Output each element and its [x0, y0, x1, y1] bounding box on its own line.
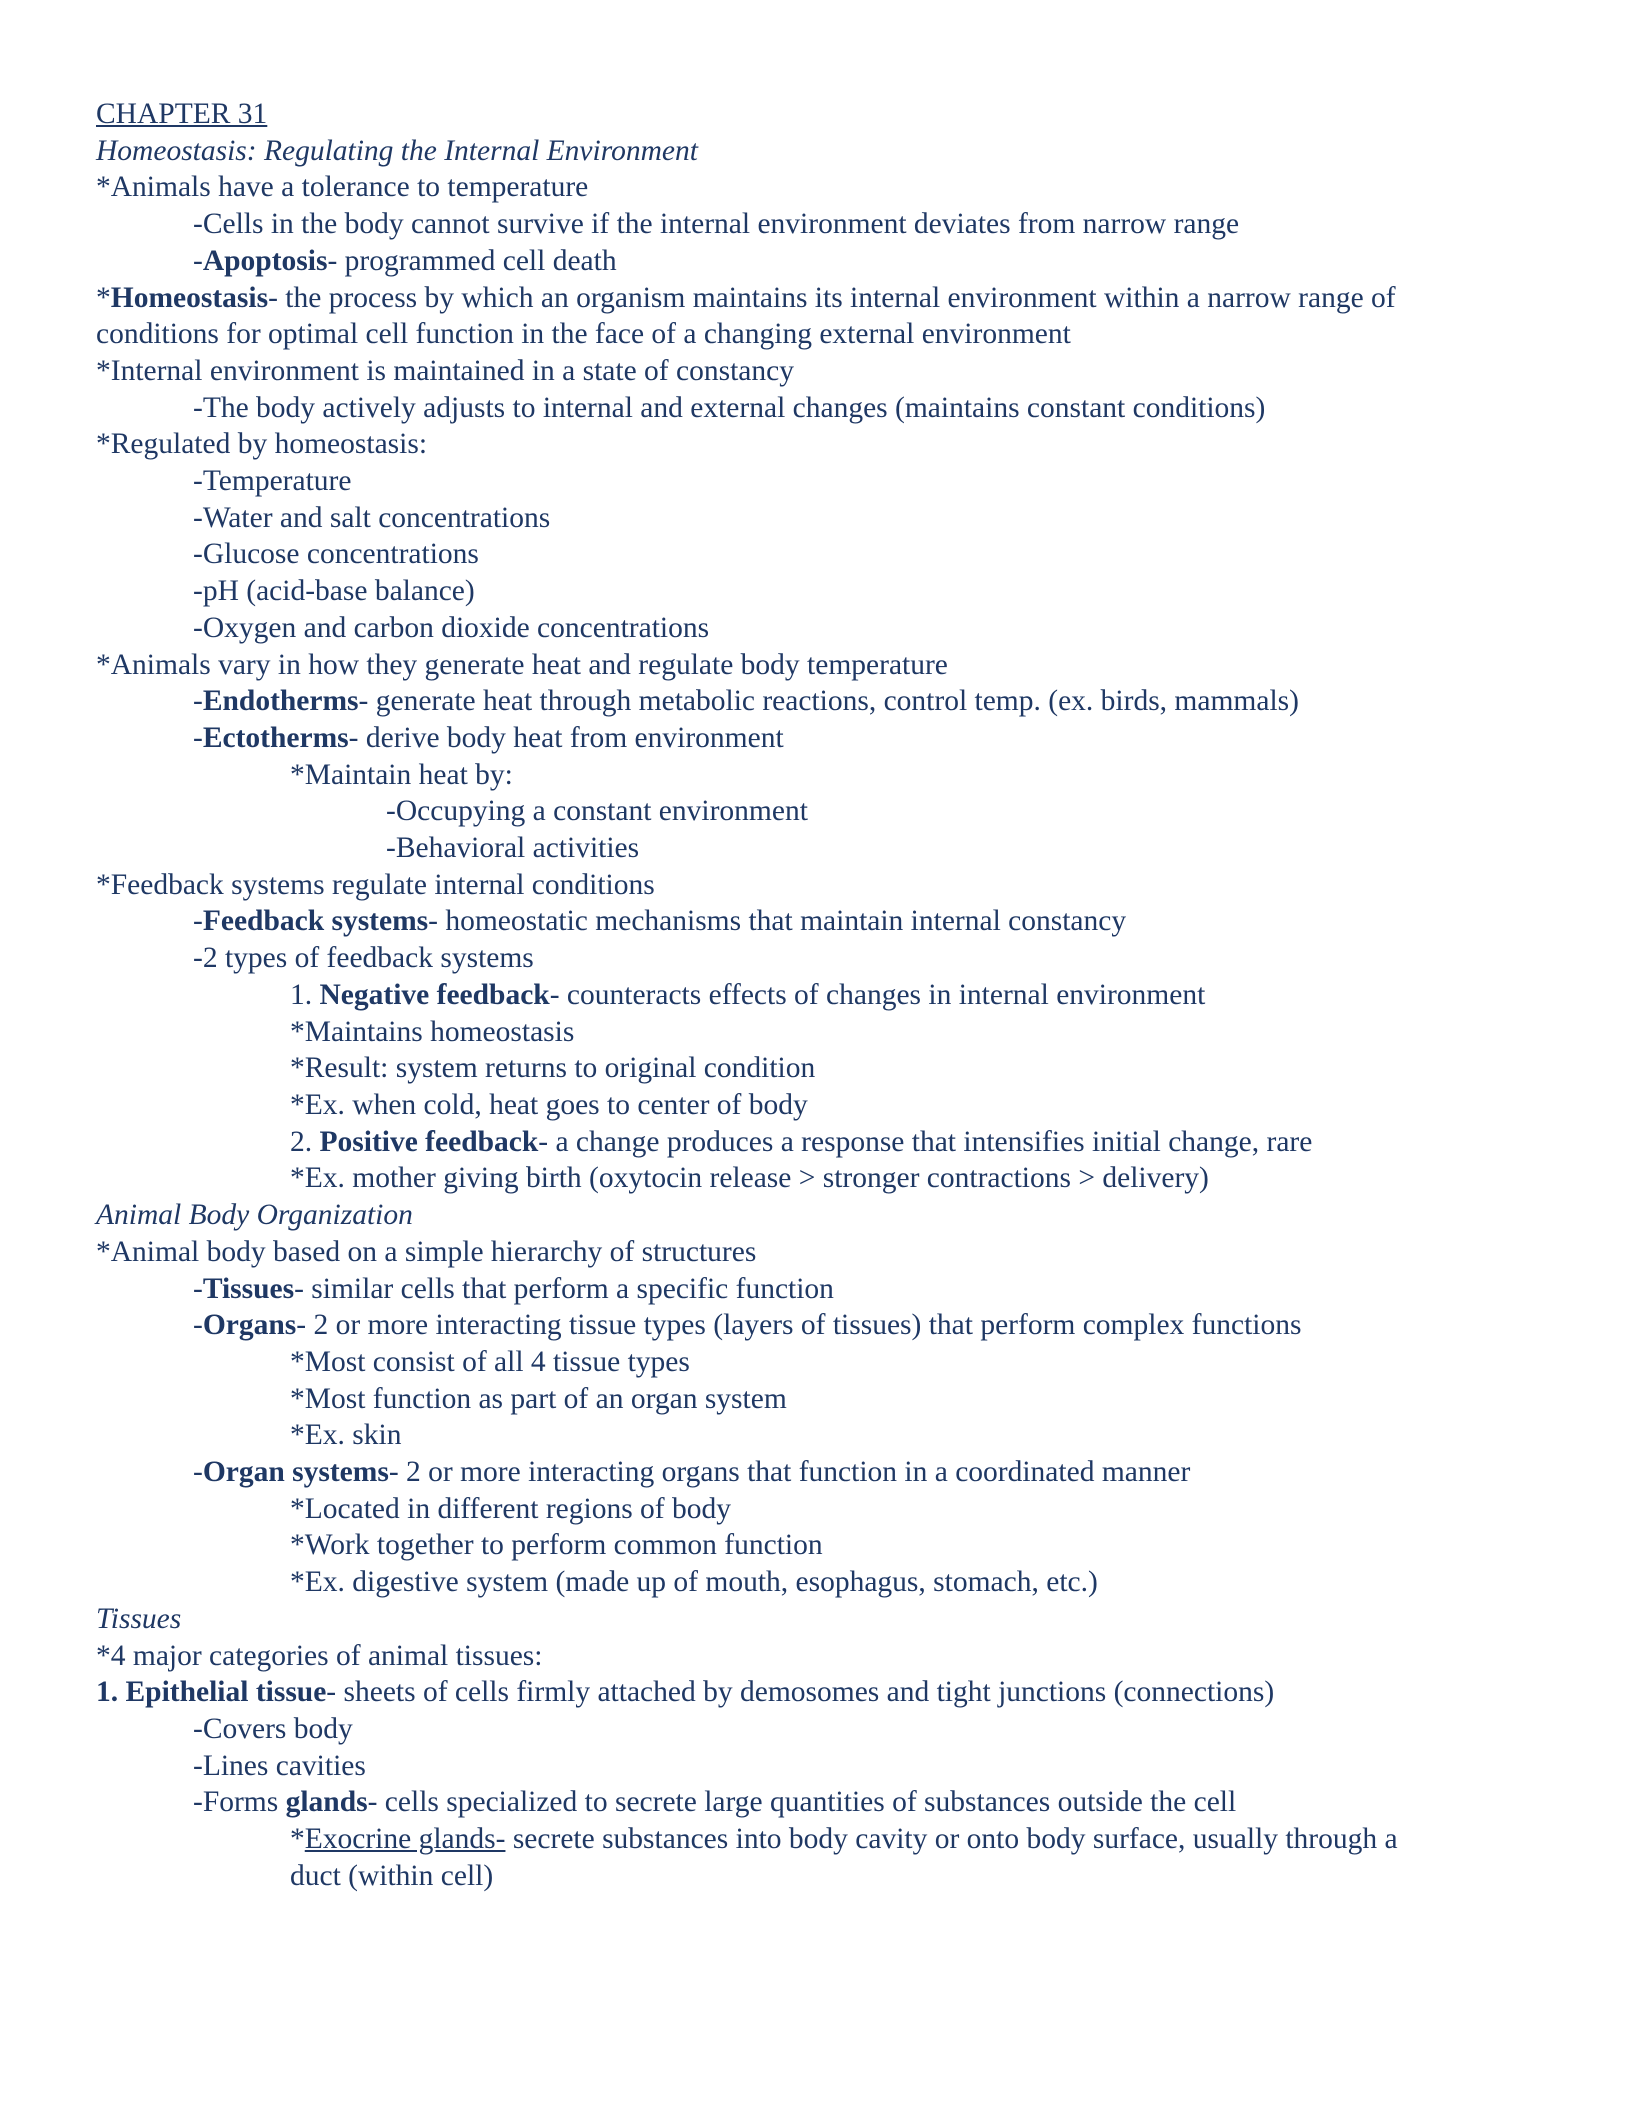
note-line: *Ex. digestive system (made up of mouth, esophagus, stomach, etc.) [290, 1566, 1098, 1599]
term-glands: glands [285, 1786, 368, 1819]
note-line: -Behavioral activities [386, 832, 640, 865]
note-line: *Work together to perform common function [290, 1529, 823, 1562]
term-epithelial-tissue: 1. Epithelial tissue [96, 1676, 327, 1709]
note-line: -Cells in the body cannot survive if the internal environment deviates from narrow range [193, 208, 1240, 241]
note-line: -Covers body [193, 1712, 353, 1745]
note-line: -The body actively adjusts to internal and external changes (maintains constant conditions) [193, 391, 1266, 424]
term-homeostasis: Homeostasis [110, 281, 269, 314]
note-line: *Feedback systems regulate internal conditions [96, 868, 655, 901]
section-heading-tissues: Tissues [96, 1602, 182, 1635]
note-line: *Ex. skin [290, 1419, 402, 1452]
note-line: *Maintains homeostasis [290, 1015, 575, 1048]
note-line: *Ex. mother giving birth (oxytocin release > stronger contractions > delivery) [290, 1162, 1209, 1195]
term-exocrine-glands: Exocrine glands- [304, 1823, 506, 1856]
note-line: -Forms glands- cells specialized to secrete large quantities of substances outside the cell [193, 1786, 1237, 1819]
term-negative-feedback: Negative feedback [319, 978, 550, 1011]
note-line: -Temperature [193, 465, 352, 498]
note-line: -Lines cavities [193, 1749, 366, 1782]
term-organ-systems: Organ systems [202, 1456, 389, 1489]
notes-body [96, 96, 1556, 1894]
note-line: -pH (acid-base balance) [193, 575, 475, 608]
note-line: *Internal environment is maintained in a state of constancy [96, 354, 794, 387]
term-apoptosis: Apoptosis [202, 244, 328, 277]
section-heading-organization: Animal Body Organization [96, 1199, 413, 1232]
note-line: *Homeostasis- the process by which an organism maintains its internal environment within a narrow range of conditions for optimal cell function in the face of a changing external environment [96, 281, 1396, 351]
note-line: -Organs- 2 or more interacting tissue types (layers of tissues) that perform complex functions [193, 1309, 1302, 1342]
note-line: *Most consist of all 4 tissue types [290, 1345, 690, 1378]
note-line: *Located in different regions of body [290, 1492, 732, 1525]
note-line: *4 major categories of animal tissues: [96, 1639, 543, 1672]
note-line: 1. Epithelial tissue- sheets of cells firmly attached by demosomes and tight junctions (connections) [96, 1676, 1275, 1709]
note-line: -Endotherms- generate heat through metabolic reactions, control temp. (ex. birds, mammals) [193, 685, 1299, 718]
term-positive-feedback: Positive feedback [319, 1125, 539, 1158]
term-ectotherms: Ectotherms [202, 721, 349, 754]
note-line: -Occupying a constant environment [386, 795, 808, 828]
term-endotherms: Endotherms [202, 685, 359, 718]
note-line: *Ex. when cold, heat goes to center of body [290, 1088, 808, 1121]
term-tissues: Tissues [202, 1272, 295, 1305]
note-line: -Tissues- similar cells that perform a specific function [193, 1272, 834, 1305]
note-line: 1. Negative feedback- counteracts effects of changes in internal environment [290, 978, 1206, 1011]
note-line: -Organ systems- 2 or more interacting organs that function in a coordinated manner [193, 1456, 1191, 1489]
note-line: *Animals vary in how they generate heat and regulate body temperature [96, 648, 948, 681]
note-line: *Animals have a tolerance to temperature [96, 171, 589, 204]
note-line: -Feedback systems- homeostatic mechanisms that maintain internal constancy [193, 905, 1127, 938]
term-feedback-systems: Feedback systems [202, 905, 429, 938]
section-heading-homeostasis: Homeostasis: Regulating the Internal Environment [96, 134, 698, 167]
note-line: -2 types of feedback systems [193, 942, 534, 975]
note-line: -Oxygen and carbon dioxide concentrations [193, 611, 710, 644]
note-line: *Animal body based on a simple hierarchy of structures [96, 1235, 757, 1268]
note-line: *Exocrine glands- secrete substances into body cavity or onto body surface, usually through a duct (within cell) [290, 1823, 1398, 1892]
note-line: -Apoptosis- programmed cell death [193, 244, 617, 277]
note-line: *Regulated by homeostasis: [96, 428, 428, 461]
note-line: 2. Positive feedback- a change produces a response that intensifies initial change, rare [290, 1125, 1313, 1158]
note-line: -Water and salt concentrations [193, 501, 551, 534]
term-organs: Organs [202, 1309, 297, 1342]
note-line: *Maintain heat by: [290, 758, 513, 791]
note-line: *Most function as part of an organ system [290, 1382, 787, 1415]
chapter-heading: CHAPTER 31 [96, 98, 268, 130]
note-line: -Glucose concentrations [193, 538, 479, 571]
note-line: *Result: system returns to original condition [290, 1052, 816, 1085]
note-line: -Ectotherms- derive body heat from environment [193, 721, 784, 754]
